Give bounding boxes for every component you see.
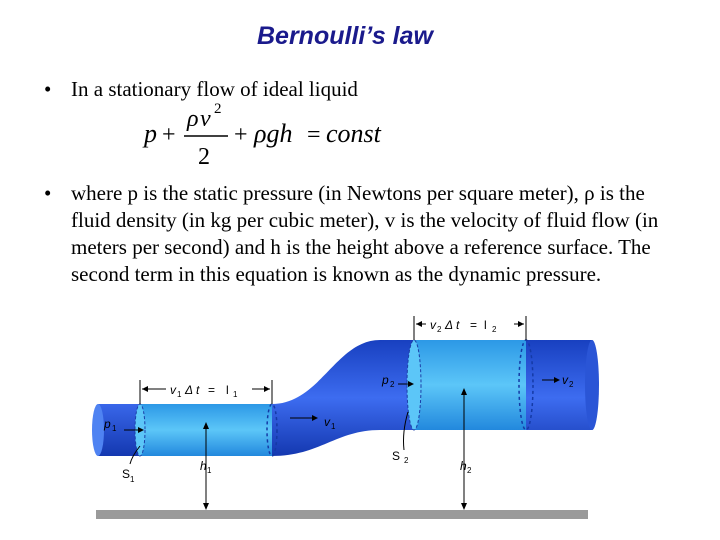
dim-1-arrow-right: [264, 386, 270, 392]
pipe-inlet: [92, 404, 104, 456]
bullet-explanation: [44, 180, 674, 288]
dim-2-velocity: v: [430, 318, 436, 332]
h2-arrow-bottom: [461, 503, 467, 510]
dim-2-arrow-left: [416, 321, 422, 327]
formula-equals: =: [307, 122, 321, 148]
label-s2-sub: 2: [404, 456, 409, 465]
dim-2-delta-t: Δ t: [445, 318, 460, 332]
dim-2-arrow-right: [518, 321, 524, 327]
formula-rho: ρ: [187, 106, 199, 132]
dim-2-length: l: [484, 318, 487, 332]
formula-denominator: 2: [198, 144, 210, 170]
label-h2-sub: 2: [467, 466, 472, 475]
label-p2-sub: 2: [390, 380, 395, 389]
label-p1: p: [104, 417, 111, 431]
dim-1-arrow-left: [142, 386, 148, 392]
fluid-segment-2: [414, 340, 526, 430]
bullet-marker: •: [44, 181, 52, 205]
bullet-text: where p is the static pressure (in Newtons per square meter), ρ is the fluid density (in kg per cubic meter), v is the velocity of fluid flow (in meters per second) and h is the height above a reference surface. The second term in this equation is known as the dynamic pressure.: [71, 181, 659, 286]
formula-p: p: [144, 119, 157, 148]
dim-1-velocity-sub: 1: [177, 390, 182, 399]
label-v2: v: [562, 373, 568, 387]
dim-2-equals: =: [470, 318, 478, 332]
label-s1: S: [122, 467, 131, 481]
formula-const: const: [326, 119, 381, 148]
formula-v: v: [200, 106, 211, 132]
label-p2: p: [382, 373, 389, 387]
label-s1-sub: 1: [130, 475, 135, 484]
formula-plus-2: +: [234, 122, 248, 148]
label-h2: h: [460, 459, 467, 473]
pipe-outlet: [585, 340, 599, 430]
slide-title: Bernoulli’s law: [257, 22, 433, 50]
dim-1-velocity: v: [170, 383, 176, 397]
label-v2-sub: 2: [569, 380, 574, 389]
dim-1-delta-t: Δ t: [185, 383, 200, 397]
dim-1-length: l: [226, 383, 229, 397]
label-v1-sub: 1: [331, 422, 336, 431]
bernoulli-formula: [140, 98, 400, 170]
formula-plus-1: +: [162, 122, 176, 148]
formula-exponent: 2: [214, 101, 222, 117]
label-p1-sub: 1: [112, 424, 117, 433]
h1-arrow-bottom: [203, 503, 209, 510]
dim-1-equals: =: [208, 383, 216, 397]
bullet-marker: •: [44, 77, 52, 101]
label-v1: v: [324, 415, 330, 429]
label-h1: h: [200, 459, 207, 473]
pipe-flow-diagram: [80, 310, 600, 538]
dim-2-velocity-sub: 2: [437, 325, 442, 334]
dim-2-length-sub: 2: [492, 325, 497, 334]
ground-surface: [96, 510, 588, 519]
label-s2: S: [392, 449, 401, 463]
formula-rho-g-h: ρgh: [254, 119, 293, 148]
bullet-text: In a stationary flow of ideal liquid: [71, 77, 358, 101]
label-h1-sub: 1: [207, 466, 212, 475]
dim-1-length-sub: 1: [233, 390, 238, 399]
